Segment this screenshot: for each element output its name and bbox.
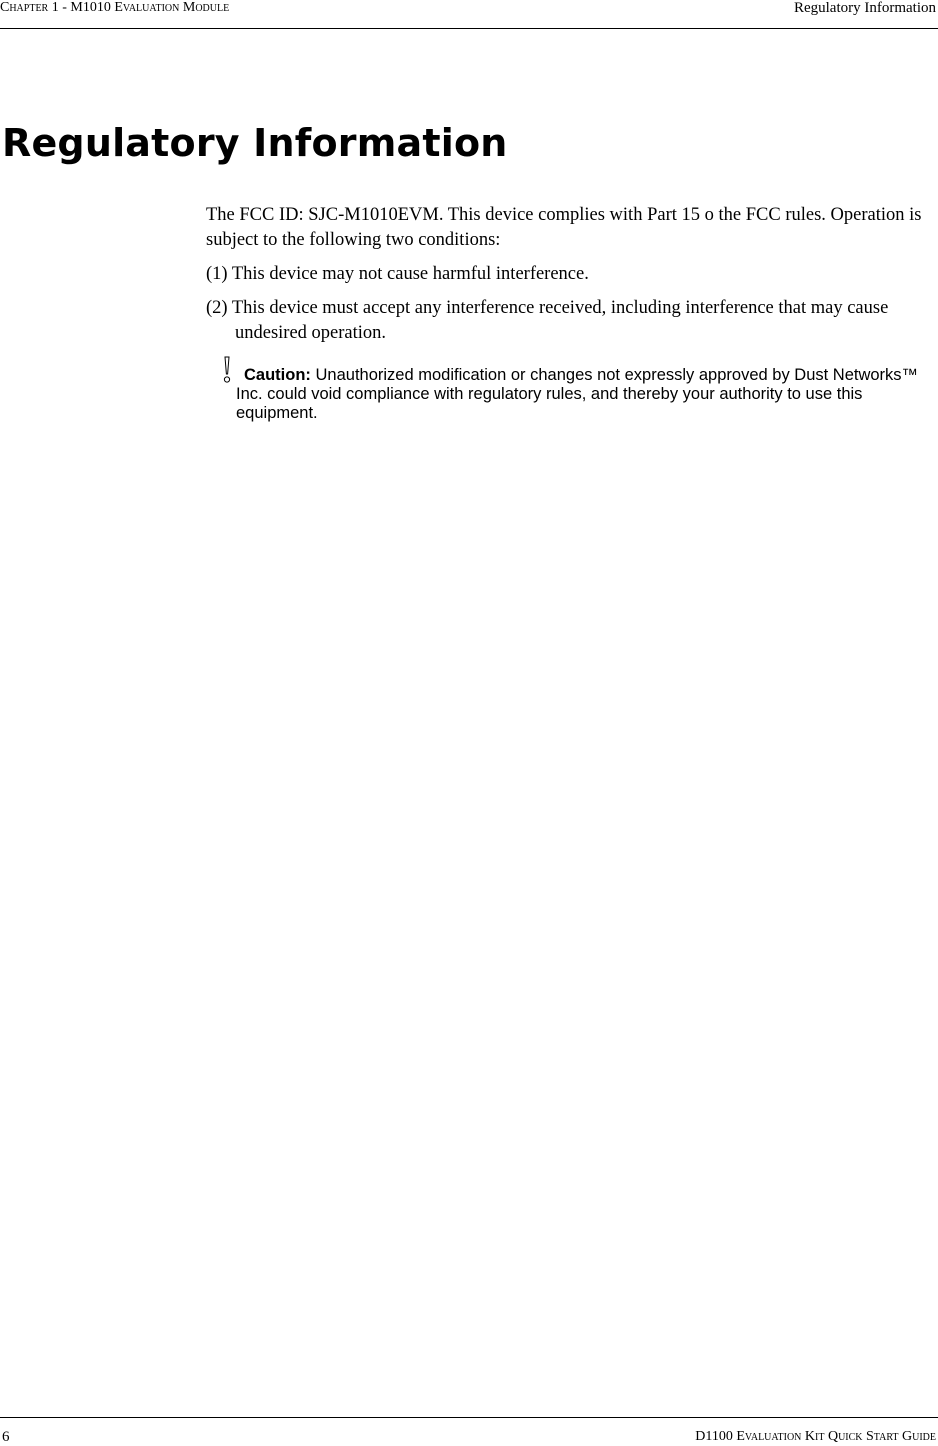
page-number: 6	[2, 1429, 10, 1445]
exclamation-icon	[221, 356, 233, 384]
section-title: Regulatory Information	[793, 0, 936, 16]
condition-1: (1) This device may not cause harmful interference.	[206, 264, 589, 284]
condition-2: (2) This device must accept any interference received, including interference that may cause undesired operation.	[206, 298, 889, 343]
caution-label: Caution:	[244, 366, 311, 384]
page-header	[0, 0, 938, 29]
guide-title: D1100 Evaluation Kit Quick Start Guide	[695, 1429, 936, 1444]
fcc-intro-paragraph: The FCC ID: SJC-M1010EVM. This device complies with Part 15 o the FCC rules. Operation is subject to the following two conditions:	[206, 205, 922, 250]
chapter-title: Chapter 1 - M1010 Evaluation Module	[0, 0, 230, 15]
caution-body: Unauthorized modification or changes not expressly approved by Dust Networks™ Inc. could void compliance with regulatory rules, and thereby your authority to use this equipment.	[236, 366, 919, 422]
page-title: Regulatory Information	[2, 121, 508, 165]
caution-paragraph	[236, 366, 926, 423]
page-footer	[0, 1417, 938, 1445]
